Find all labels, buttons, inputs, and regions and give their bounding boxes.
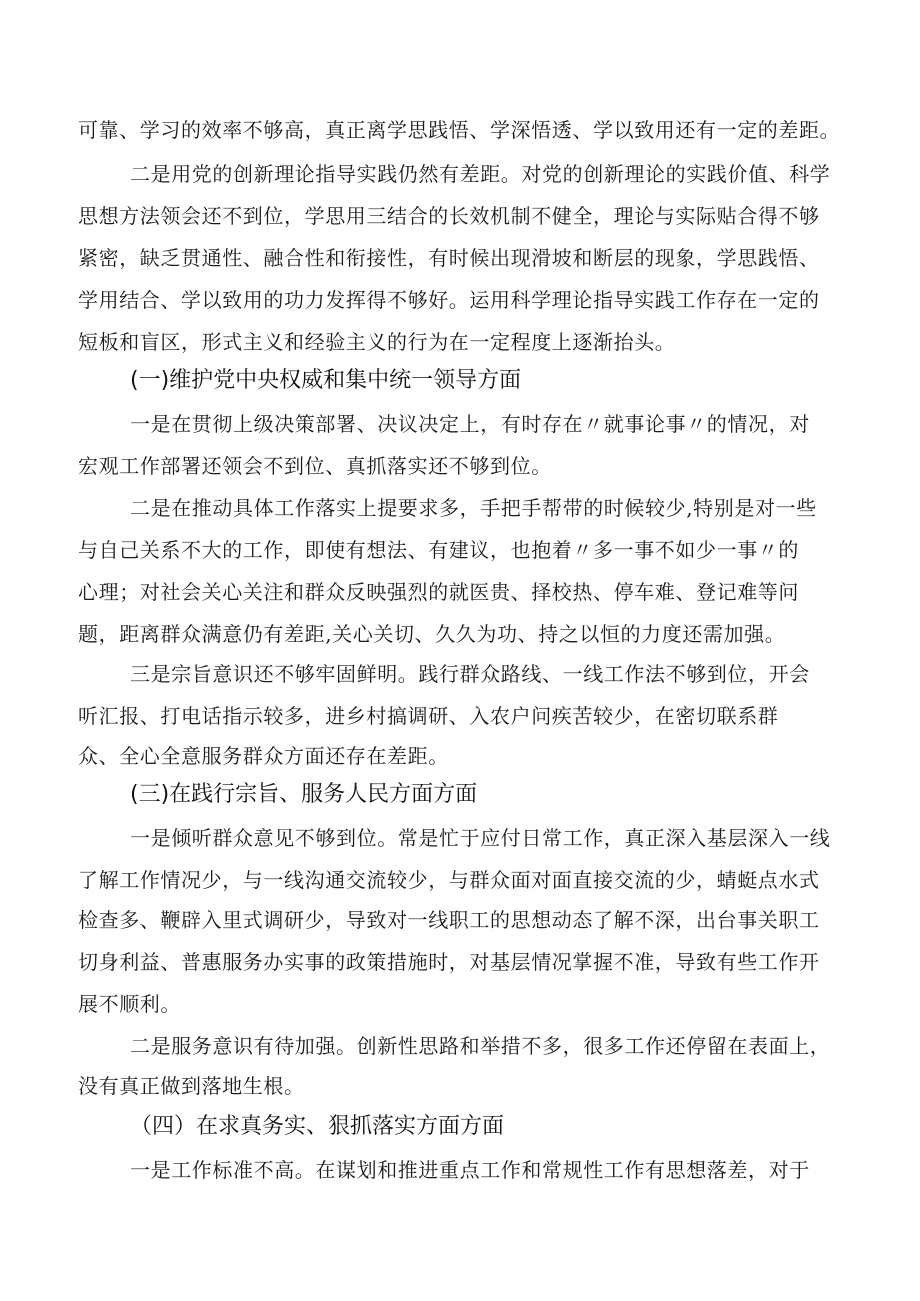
paragraph-line: 题，距离群众满意仍有差距,关心关切、久久为功、持之以恒的力度还需加强。 [78, 622, 786, 646]
paragraph-line: 一是倾听群众意见不够到位。常是忙于应付日常工作，真正深入基层深入一线 [130, 826, 831, 850]
section-heading: (一)维护党中央权威和集中统一领导方面 [130, 368, 522, 393]
paragraph-line: 学用结合、学以致用的功力发挥得不够好。运用科学理论指导实践工作存在一定的 [78, 288, 820, 312]
paragraph-line: 切身利益、普惠服务办实事的政策措施时，对基层情况掌握不准，导致有些工作开 [78, 950, 820, 974]
paragraph-line: 听汇报、打电话指示较多，进乡村搞调研、入农户问疾苦较少，在密切联系群 [78, 704, 779, 728]
paragraph-line: 二是服务意识有待加强。创新性思路和举措不多，很多工作还停留在表面上， [130, 1034, 831, 1058]
paragraph-line: 宏观工作部署还领会不到位、真抓落实还不够到位。 [78, 454, 552, 478]
paragraph-line: 思想方法领会还不到位，学思用三结合的长效机制不健全，理论与实际贴合得不够 [78, 204, 820, 228]
paragraph-line: 短板和盲区，形式主义和经验主义的行为在一定程度上逐渐抬头。 [78, 330, 676, 354]
paragraph-line: 紧密，缺乏贯通性、融合性和衔接性，有时候出现滑坡和断层的现象，学思践悟、 [78, 246, 820, 270]
paragraph-line: 了解工作情况少，与一线沟通交流较少，与群众面对面直接交流的少，蜻蜓点水式 [78, 868, 820, 892]
paragraph-line: 一是工作标准不高。在谋划和推进重点工作和常规性工作有思想落差，对于 [130, 1158, 810, 1182]
section-heading: (三)在践行宗旨、服务人民方面方面 [130, 782, 478, 807]
paragraph-line: 众、全心全意服务群众方面还存在差距。 [78, 744, 449, 768]
section-heading: （四）在求真务实、狠抓落实方面方面 [130, 1114, 505, 1139]
paragraph-line: 一是在贯彻上级决策部署、决议决定上，有时存在〃就事论事〃的情况，对 [130, 412, 810, 436]
paragraph-line: 心理；对社会关心关注和群众反映强烈的就医贵、择校热、停车难、登记难等问 [78, 580, 799, 604]
paragraph-line: 三是宗旨意识还不够牢固鲜明。践行群众路线、一线工作法不够到位，开会 [130, 662, 810, 686]
paragraph-line: 二是用党的创新理论指导实践仍然有差距。对党的创新理论的实践价值、科学 [130, 162, 831, 186]
paragraph-line: 展不顺利。 [78, 992, 181, 1016]
paragraph-line: 与自己关系不大的工作，即使有想法、有建议，也抱着〃多一事不如少一事〃的 [78, 538, 799, 562]
paragraph-line: 没有真正做到落地生根。 [78, 1074, 305, 1098]
body-text-line: 可靠、学习的效率不够高，真正离学思践悟、学深悟透、学以致用还有一定的差距。 [78, 118, 841, 142]
paragraph-line: 二是在推动具体工作落实上提要求多，手把手帮带的时候较少,特别是对一些 [130, 496, 817, 520]
paragraph-line: 检查多、鞭辟入里式调研少，导致对一线职工的思想动态了解不深，出台事关职工 [78, 908, 820, 932]
